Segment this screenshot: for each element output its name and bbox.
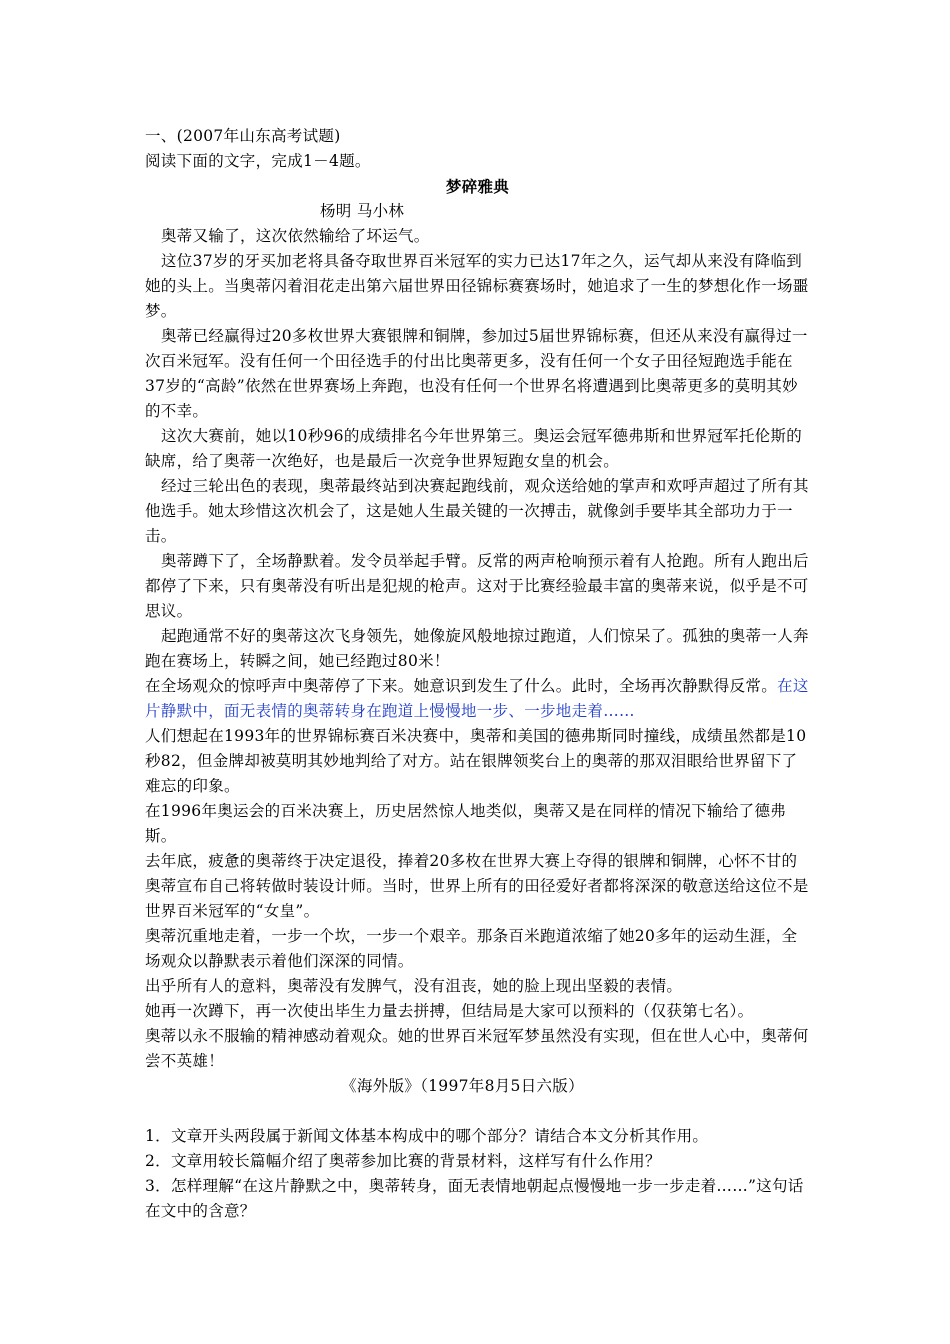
paragraph: 人们想起在1993年的世界锦标赛百米决赛中，奥蒂和美国的德弗斯同时撞线，成绩虽然都是10秒82，但金牌却被莫明其妙地判给了对方。站在银牌领奖台上的奥蒂的那双泪眼给世界留下了难忘的印象。 — [145, 727, 807, 795]
highlighted-sentence: 在这片静默中，面无表情的奥蒂转身在跑道上慢慢地一步、一步地走着…… — [145, 677, 809, 720]
spacer — [145, 1099, 810, 1124]
instruction: 阅读下面的文字，完成1－4题。 — [145, 152, 371, 170]
paragraph: 奥蒂又输了，这次依然输给了坏运气。 — [161, 227, 430, 245]
paragraph: 她再一次蹲下，再一次使出毕生力量去拼搏，但结局是大家可以预料的（仅获第七名）。 — [145, 1002, 754, 1020]
paragraph: 奥蒂以永不服输的精神感动着观众。她的世界百米冠军梦虽然没有实现，但在世人心中，奥蒂何尝不英雄！ — [145, 1027, 809, 1070]
paragraph: 去年底，疲惫的奥蒂终于决定退役，捧着20多枚在世界大赛上夺得的银牌和铜牌，心怀不甘的奥蒂宣布自己将转做时装设计师。当时，世界上所有的田径爱好者都将深深的敬意送给这位不是世界百米冠军的“女皇”。 — [145, 852, 809, 920]
paragraph: 经过三轮出色的表现，奥蒂最终站到决赛起跑线前，观众送给她的掌声和欢呼声超过了所有其他选手。她太珍惜这次机会了，这是她人生最关键的一次搏击，就像剑手要毕其全部功力于一击。 — [145, 477, 809, 545]
paragraph: 这次大赛前，她以10秒96的成绩排名今年世界第三。奥运会冠军德弗斯和世界冠军托伦斯的缺席，给了奥蒂一次绝好，也是最后一次竞争世界短跑女皇的机会。 — [145, 427, 803, 470]
paragraph-highlight — [145, 674, 810, 724]
question-3: 3．怎样理解“在这片静默之中，奥蒂转身，面无表情地朝起点慢慢地一步一步走着……”这句话在文中的含意？ — [145, 1177, 804, 1220]
article-author: 杨明 马小林 — [320, 202, 405, 220]
paragraph-lead: 在全场观众的惊呼声中奥蒂停了下来。她意识到发生了什么。此时，全场再次静默得反常。 — [145, 677, 778, 695]
exam-heading: 一、(2007年山东高考试题) — [145, 127, 341, 145]
article-title: 梦碎雅典 — [445, 177, 510, 196]
paragraph: 这位37岁的牙买加老将具备夺取世界百米冠军的实力已达17年之久，运气却从来没有降临到她的头上。当奥蒂闪着泪花走出第六届世界田径锦标赛赛场时，她追求了一生的梦想化作一场噩梦。 — [145, 252, 809, 320]
document-page — [145, 124, 810, 1224]
paragraph: 在1996年奥运会的百米决赛上，历史居然惊人地类似，奥蒂又是在同样的情况下输给了德弗斯。 — [145, 802, 787, 845]
paragraph: 奥蒂已经赢得过20多枚世界大赛银牌和铜牌，参加过5届世界锦标赛，但还从来没有赢得过一次百米冠军。没有任何一个田径选手的付出比奥蒂更多，没有任何一个女子田径短跑选手能在37岁的“高龄”依然在世界赛场上奔跑，也没有任何一个世界名将遭遇到比奥蒂更多的莫明其妙的不幸。 — [145, 327, 808, 420]
question-1: 1．文章开头两段属于新闻文体基本构成中的哪个部分？请结合本文分析其作用。 — [145, 1127, 709, 1145]
paragraph: 奥蒂蹲下了，全场静默着。发令员举起手臂。反常的两声枪响预示着有人抢跑。所有人跑出后都停了下来，只有奥蒂没有听出是犯规的枪声。这对于比赛经验最丰富的奥蒂来说，似乎是不可思议。 — [145, 552, 809, 620]
paragraph: 奥蒂沉重地走着，一步一个坎，一步一个艰辛。那条百米跑道浓缩了她20多年的运动生涯，全场观众以静默表示着他们深深的同情。 — [145, 927, 798, 970]
question-2: 2．文章用较长篇幅介绍了奥蒂参加比赛的背景材料，这样写有什么作用？ — [145, 1152, 661, 1170]
article-source: 《海外版》（1997年8月5日六版） — [341, 1077, 584, 1095]
paragraph: 起跑通常不好的奥蒂这次飞身领先，她像旋风般地掠过跑道，人们惊呆了。孤独的奥蒂一人奔跑在赛场上，转瞬之间，她已经跑过80米！ — [145, 627, 809, 670]
paragraph: 出乎所有人的意料，奥蒂没有发脾气，没有沮丧，她的脸上现出坚毅的表情。 — [145, 977, 683, 995]
